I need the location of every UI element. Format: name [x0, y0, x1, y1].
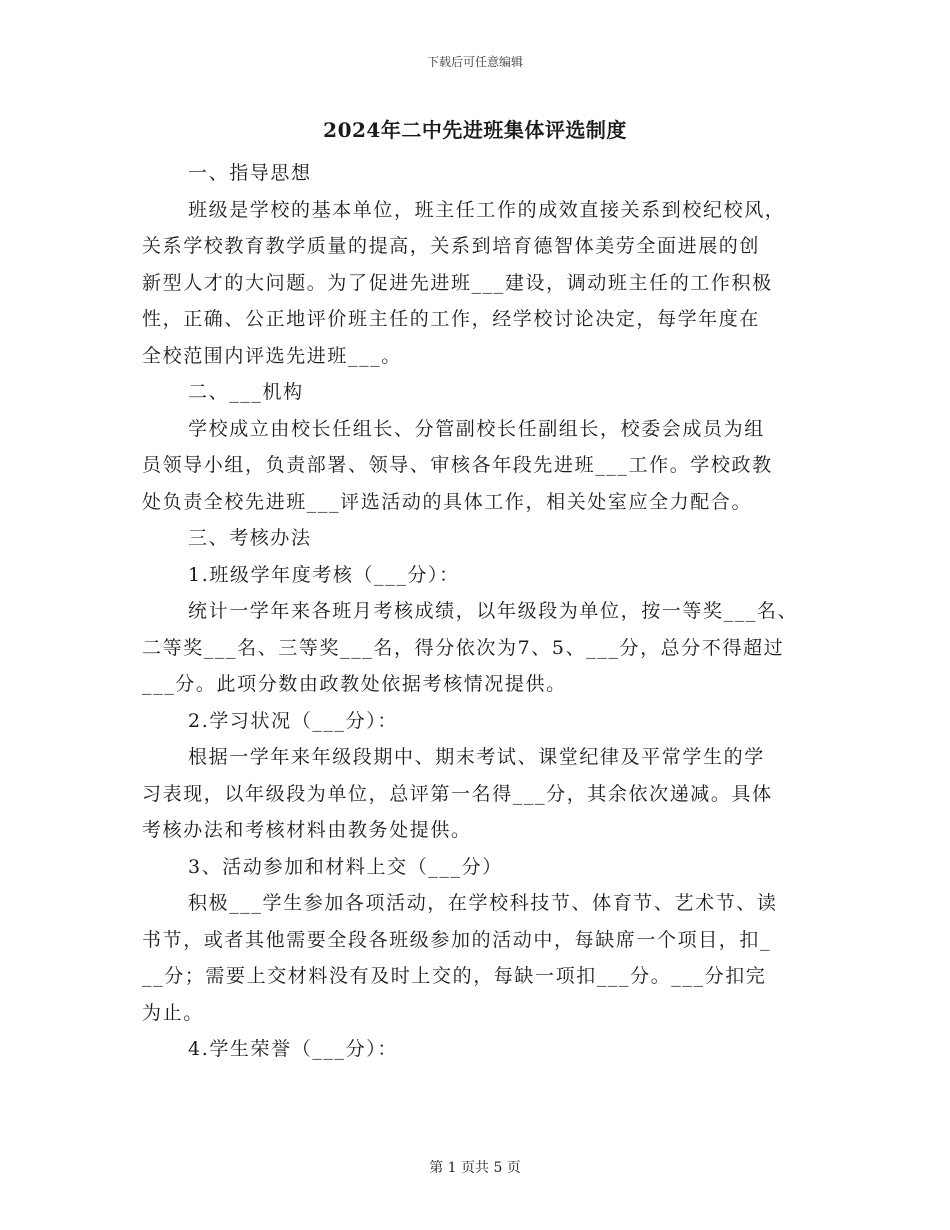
body-line: 员领导小组，负责部署、领导、审核各年段先进班___工作。学校政教 — [142, 454, 773, 476]
body-line: 考核办法和考核材料由教务处提供。 — [142, 819, 472, 841]
body-line: 性，正确、公正地评价班主任的工作，经学校讨论决定，每学年度在 — [142, 308, 761, 330]
body-line: 2.学习状况（___分）： — [188, 709, 398, 732]
body-line: 积极___学生参加各项活动，在学校科技节、体育节、艺术节、读 — [188, 892, 778, 914]
body-line: 学校成立由校长任组长、分管副校长任副组长，校委会成员为组 — [188, 417, 765, 440]
body-line: 一、指导思想 — [188, 162, 312, 184]
page-footer: 第 1 页共 5 页 — [429, 1160, 521, 1176]
body-line: 全校范围内评选先进班___。 — [142, 344, 402, 367]
body-line: 为止。 — [142, 1001, 204, 1024]
header-note: 下载后可任意编辑 — [426, 55, 523, 69]
body-line: 3、活动参加和材料上交（___分） — [188, 855, 503, 878]
body-line: 新型人才的大问题。为了促进先进班___建设，调动班主任的工作积极 — [142, 271, 773, 294]
document-title: 2024年二中先进班集体评选制度 — [323, 118, 627, 142]
body-line: 统计一学年来各班月考核成绩，以年级段为单位，按一等奖___名、 — [188, 600, 799, 622]
body-line: 4.学生荣誉（___分）： — [188, 1038, 398, 1060]
body-line: 三、考核办法 — [188, 527, 312, 549]
body-line: 根据一学年来年级段期中、期末考试、课堂纪律及平常学生的学 — [188, 746, 765, 768]
body-line: 二、___机构 — [188, 381, 304, 403]
document-body — [142, 155, 822, 1068]
body-line: __分；需要上交材料没有及时上交的，每缺一项扣___分。___分扣完 — [142, 965, 767, 987]
body-line: 处负责全校先进班___评选活动的具体工作，相关处室应全力配合。 — [142, 490, 753, 513]
body-line: 关系学校教育教学质量的提高，关系到培育德智体美劳全面进展的创 — [142, 235, 761, 257]
body-line: 习表现，以年级段为单位，总评第一名得___分，其余依次递减。具体 — [142, 782, 773, 805]
body-line: 1.班级学年度考核（___分）： — [188, 563, 460, 586]
body-line: 书节，或者其他需要全段各班级参加的活动中，每缺席一个项目，扣_ — [142, 928, 772, 951]
body-line: 班级是学校的基本单位，班主任工作的成效直接关系到校纪校风， — [188, 198, 786, 221]
body-line: 二等奖___名、三等奖___名，得分依次为7、5、___分，总分不得超过 — [142, 636, 785, 659]
body-line: ___分。此项分数由政教处依据考核情况提供。 — [142, 673, 567, 695]
